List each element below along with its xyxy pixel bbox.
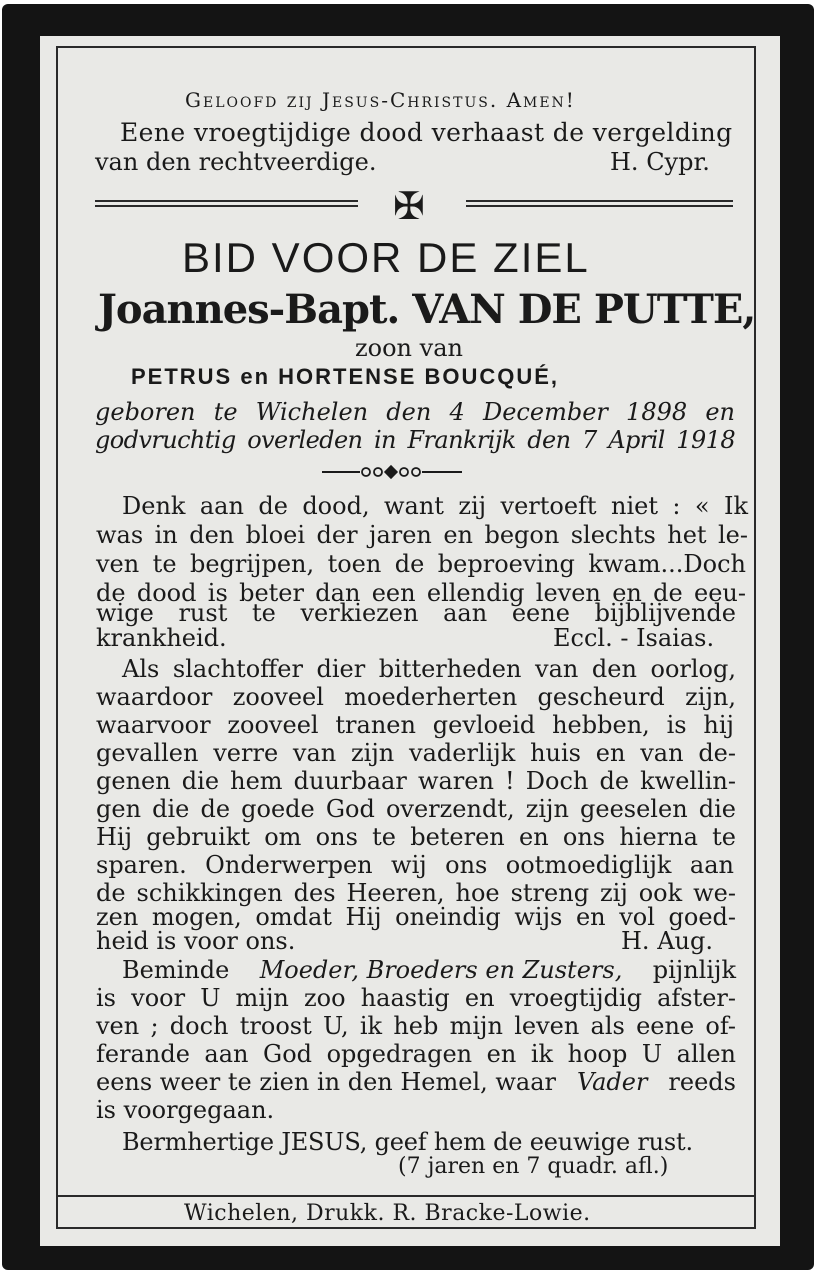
footer-divider [58, 1195, 754, 1197]
divider-right [466, 200, 733, 207]
paragraph-2-line: zen mogen, omdat Hij oneindig wijs en vol goed- [96, 903, 736, 931]
paragraph-2-last-left: heid is voor ons. [96, 927, 296, 955]
ornament-divider [322, 462, 462, 482]
paragraph-1-line: was in den bloei der jaren en begon slechts het le- [96, 521, 748, 549]
header-line-3-right: H. Cypr. [610, 148, 710, 176]
paragraph-3-family: Moeder, Broeders en Zusters, [259, 956, 623, 984]
paragraph-3-line: ferande aan God opgedragen en ik hoop U allen [96, 1040, 736, 1068]
paragraph-1-attribution: Eccl. - Isaias. [553, 624, 715, 652]
deceased-name: Joannes-Bapt. VAN DE PUTTE, [98, 286, 756, 333]
birth-line: geboren te Wichelen den 4 December 1898 en [95, 398, 735, 426]
paragraph-3-line-6: is voorgegaan. [96, 1096, 275, 1124]
header-line-1: Geloofd zij Jesus-Christus. Amen! [185, 88, 576, 112]
death-line: godvruchtig overleden in Frankrijk den 7 April 1918 [95, 426, 735, 454]
divider-left [95, 200, 358, 207]
paragraph-3-line: is voor U mijn zoo haastig en vroegtijdig afster- [96, 984, 736, 1012]
paragraph-2-line: genen die hem duurbaar waren ! Doch de kwellin- [96, 767, 736, 795]
paragraph-1-line: Denk aan de dood, want zij vertoeft niet : « Ik [122, 492, 748, 520]
paragraph-2-line: de schikkingen des Heeren, hoe streng zij ook we- [96, 879, 736, 907]
paragraph-2-line: waardoor zooveel moederherten gescheurd zijn, [96, 683, 736, 711]
paragraph-3-line-1-start: Beminde [122, 956, 237, 984]
paragraph-1-line: ven te begrijpen, toen de beproeving kwam...Doch [96, 550, 746, 578]
paragraph-1-last-left: krankheid. [96, 624, 227, 652]
paragraph-3-line-5-start: eens weer te zien in den Hemel, waar [96, 1068, 564, 1096]
paragraph-3-line-5-end: reeds [660, 1068, 736, 1096]
paragraph-3-line-5 [96, 1068, 736, 1096]
paragraph-1-line: de dood is beter dan een ellendig leven en de eeu- [96, 579, 746, 607]
son-of-label: zoon van [355, 334, 463, 362]
paragraph-1-line: wige rust te verkiezen aan eene bijblijvende [96, 599, 736, 627]
parents-names: PETRUS en HORTENSE BOUCQUÉ, [131, 364, 560, 389]
paragraph-3-father: Vader [576, 1068, 648, 1096]
paragraph-2-line: waarvoor zooveel tranen gevloeid hebben, is hij [96, 711, 734, 739]
printer-imprint: Wichelen, Drukk. R. Bracke-Lowie. [184, 1201, 591, 1226]
paragraph-3-line-1-end: pijnlijk [645, 956, 736, 984]
paragraph-2-line: gevallen verre van zijn vaderlijk huis en van de- [96, 739, 736, 767]
paragraph-2-line: Als slachtoffer dier bitterheden van den oorlog, [122, 655, 736, 683]
paragraph-3-line-1 [122, 956, 736, 984]
indulgence-note: (7 jaren en 7 quadr. afl.) [398, 1154, 669, 1179]
prayer-heading: BID VOOR DE ZIEL [182, 234, 590, 281]
paragraph-2-attribution: H. Aug. [621, 927, 713, 955]
closing-prayer: Bermhertige JESUS, geef hem de eeuwige rust. [122, 1128, 693, 1156]
header-line-3-left: van den rechtveerdige. [95, 148, 377, 176]
paragraph-2-line: Hij gebruikt om ons te beteren en ons hierna te [96, 823, 736, 851]
paragraph-3-line: ven ; doch troost U, ik heb mijn leven als eene of- [96, 1012, 736, 1040]
paragraph-2-line: gen die de goede God overzendt, zijn geeselen die [96, 795, 736, 823]
header-line-2: Eene vroegtijdige dood verhaast de vergelding [120, 118, 733, 147]
paragraph-2-line: sparen. Onderwerpen wij ons ootmoediglijk aan [96, 851, 734, 879]
maltese-cross-icon: ✠ [393, 184, 425, 228]
